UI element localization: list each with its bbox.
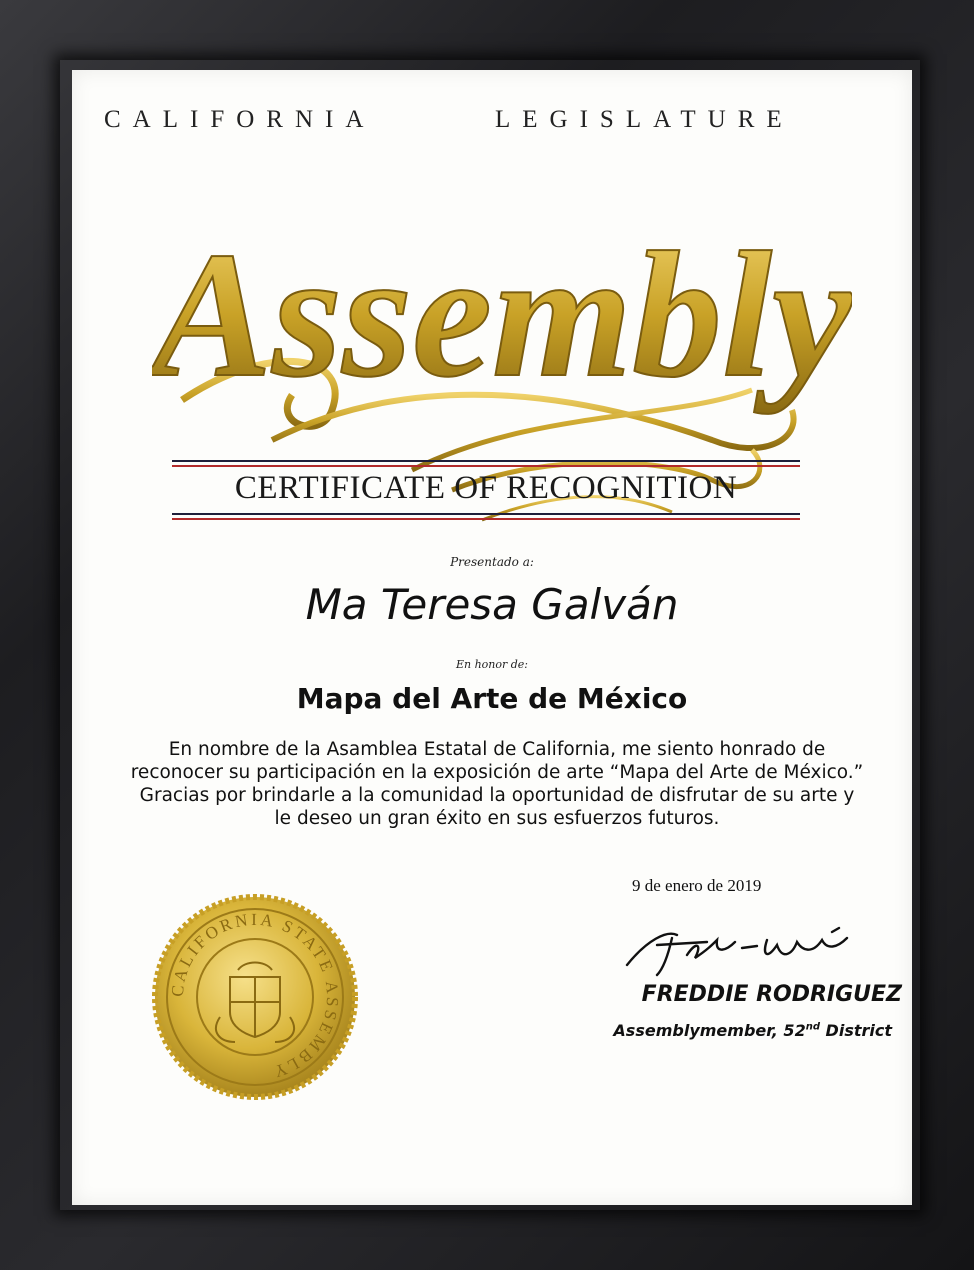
certificate-body [92,738,902,830]
title-rule-bottom [172,513,800,520]
heading-word-california: CALIFORNIA [104,106,376,133]
presented-label: Presentado a: [450,555,534,569]
certificate-paper [72,70,912,1205]
honoree-name: Mapa del Arte de México [296,682,688,715]
body-line: le deseo un gran éxito en sus esfuerzos futuros. [274,808,720,829]
title-rule-top [172,460,800,467]
honor-label: En honor de: [455,658,529,671]
body-line: Gracias por brindarle a la comunidad la oportunidad de disfrutar de su arte y [139,785,855,806]
certificate-title: CERTIFICATE OF RECOGNITION [234,470,738,506]
certificate-date: 9 de enero de 2019 [632,876,762,895]
body-line: reconocer su participación en la exposición de arte “Mapa del Arte de México.” [130,762,864,783]
signer-name: FREDDIE RODRIGUEZ [641,982,902,1007]
signature [617,920,867,980]
signer-title: Assemblymember, 52nd District [613,1021,892,1040]
recipient-name: Ma Teresa Galván [305,580,679,629]
state-assembly-seal [150,892,360,1102]
body-line: En nombre de la Asamblea Estatal de California, me siento honrado de [168,739,826,760]
assembly-wordmark: Assembly [152,215,852,414]
heading-word-legislature: LEGISLATURE [495,106,794,133]
seal-ring-text: CALIFORNIA STATE ASSEMBLY [167,909,343,1083]
